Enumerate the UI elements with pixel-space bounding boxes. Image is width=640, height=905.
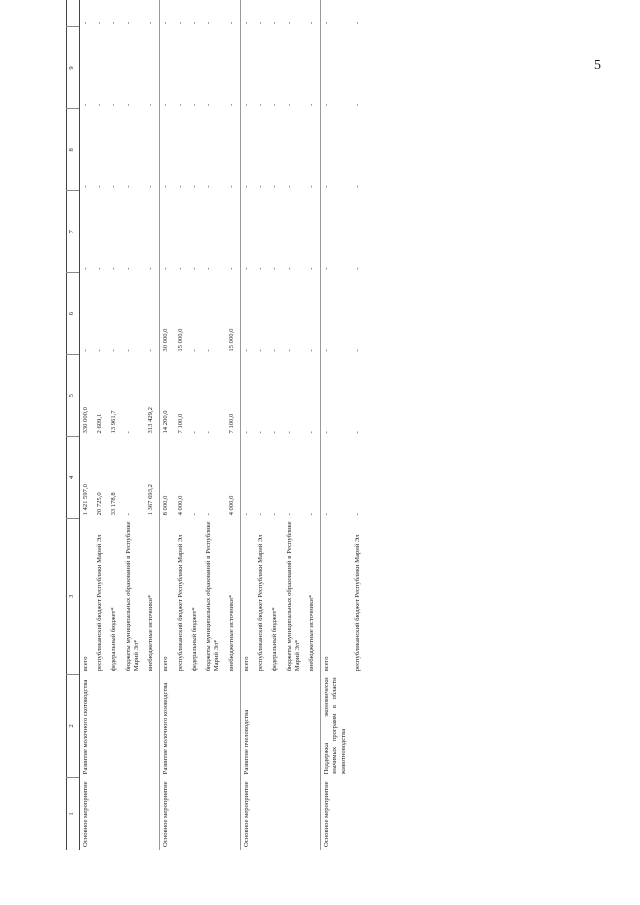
cell-amount: - xyxy=(124,185,132,188)
cell-funding-source: федеральный бюджет* xyxy=(190,607,198,672)
cell-amount: - xyxy=(110,103,118,106)
cell-amount: - xyxy=(257,431,265,434)
cell-amount: - xyxy=(147,103,155,106)
cell-amount: - xyxy=(257,267,265,270)
cell-amount: 33 178,8 xyxy=(110,492,118,516)
cell-amount: - xyxy=(240,437,255,519)
cell-amount: 4 000,0 xyxy=(176,495,184,516)
cell-amount: - xyxy=(160,0,175,27)
cell-amount: - xyxy=(124,267,132,270)
cell-amount: - xyxy=(190,349,198,352)
table-row xyxy=(284,0,306,850)
cell-amount: - xyxy=(240,355,255,437)
table-row xyxy=(203,0,225,850)
column-header: 6 xyxy=(67,273,80,355)
cell-amount: - xyxy=(257,513,265,516)
cell-activity-name: Поддержка экономически значимых программ в области животноводства xyxy=(321,674,352,777)
cell-amount: - xyxy=(307,349,315,352)
cell-amount: - xyxy=(285,513,293,516)
cell-amount: - xyxy=(307,103,315,106)
cell-amount: - xyxy=(240,109,255,191)
cell-amount: - xyxy=(353,185,361,188)
cell-activity-type: Основное мероприятие xyxy=(82,781,89,847)
cell-amount: - xyxy=(96,21,104,24)
cell-funding-source: всего xyxy=(240,518,255,674)
cell-amount: - xyxy=(307,185,315,188)
cell-amount: - xyxy=(271,349,279,352)
table-row xyxy=(226,0,241,850)
cell-amount: - xyxy=(257,349,265,352)
cell-amount: - xyxy=(82,349,89,352)
cell-funding-source: республиканский бюджет Республики Марий Эл xyxy=(353,534,361,672)
cell-amount: - xyxy=(321,355,352,437)
cell-amount: - xyxy=(227,21,235,24)
cell-amount: 13 961,7 xyxy=(110,410,118,434)
cell-amount: - xyxy=(257,185,265,188)
cell-amount: - xyxy=(285,349,293,352)
cell-amount: - xyxy=(205,513,213,516)
table-row xyxy=(255,0,269,850)
cell-amount: 30 000,0 xyxy=(160,273,175,355)
table-row xyxy=(321,0,352,850)
cell-activity-name xyxy=(306,674,321,777)
cell-amount: - xyxy=(353,349,361,352)
cell-amount: - xyxy=(240,0,255,27)
cell-amount: 15 000,0 xyxy=(227,328,235,352)
cell-funding-source: федеральный бюджет* xyxy=(110,607,118,672)
cell-activity-name xyxy=(269,674,283,777)
column-header: 5 xyxy=(67,355,80,437)
cell-amount: - xyxy=(190,21,198,24)
cell-amount: - xyxy=(321,437,352,519)
cell-amount: 7 100,0 xyxy=(176,413,184,434)
cell-amount: 8 000,0 xyxy=(160,437,175,519)
cell-activity-type xyxy=(108,777,122,850)
cell-amount: - xyxy=(176,103,184,106)
cell-amount: - xyxy=(160,109,175,191)
column-header: 4 xyxy=(67,437,80,519)
cell-amount: - xyxy=(307,21,315,24)
cell-amount: - xyxy=(227,185,235,188)
cell-amount: - xyxy=(271,267,279,270)
cell-activity-name xyxy=(189,674,203,777)
cell-amount: - xyxy=(96,267,104,270)
table-row xyxy=(189,0,203,850)
cell-amount: - xyxy=(190,103,198,106)
cell-activity-name: Развитие пчеловодства xyxy=(240,674,255,777)
cell-funding-source: всего xyxy=(160,518,175,674)
cell-activity-name xyxy=(352,674,366,777)
cell-funding-source: республиканский бюджет Республики Марий Эл xyxy=(176,534,184,672)
cell-activity-name xyxy=(203,674,225,777)
table-row xyxy=(175,0,189,850)
cell-amount: - xyxy=(240,273,255,355)
column-header: 9 xyxy=(67,27,80,109)
cell-amount: - xyxy=(110,185,118,188)
cell-amount: - xyxy=(285,21,293,24)
column-header: 7 xyxy=(67,191,80,273)
cell-amount: - xyxy=(147,21,155,24)
cell-activity-name xyxy=(123,674,145,777)
cell-amount: - xyxy=(82,103,89,106)
table-row xyxy=(160,0,175,850)
cell-amount: - xyxy=(124,431,132,434)
cell-funding-source: бюджеты муниципальных образований в Республике Марий Эл* xyxy=(124,521,140,672)
table-row xyxy=(94,0,108,850)
cell-amount: - xyxy=(321,191,352,273)
page-number: 5 xyxy=(594,58,601,73)
cell-amount: - xyxy=(205,349,213,352)
column-header: 1 xyxy=(67,777,80,850)
cell-activity-type xyxy=(226,777,241,850)
cell-amount: 1 421 597,0 xyxy=(82,484,89,516)
cell-amount: 313 429,2 xyxy=(147,407,155,434)
cell-activity-type xyxy=(145,777,160,850)
cell-funding-source: бюджеты муниципальных образований в Республике Марий Эл* xyxy=(285,521,301,672)
cell-amount: - xyxy=(124,103,132,106)
cell-amount: - xyxy=(353,431,361,434)
budget-table xyxy=(66,0,366,850)
cell-funding-source: всего xyxy=(321,518,352,674)
cell-amount: 20 725,0 xyxy=(96,492,104,516)
cell-amount: - xyxy=(147,349,155,352)
cell-amount: - xyxy=(205,185,213,188)
cell-activity-type xyxy=(352,777,366,850)
cell-amount: - xyxy=(257,103,265,106)
table-row xyxy=(352,0,366,850)
cell-amount: - xyxy=(110,349,118,352)
cell-amount: - xyxy=(240,191,255,273)
rotated-table-sheet xyxy=(66,0,546,850)
cell-amount: - xyxy=(96,103,104,106)
cell-amount: - xyxy=(271,103,279,106)
cell-activity-name xyxy=(94,674,108,777)
cell-activity-type xyxy=(306,777,321,850)
cell-amount: - xyxy=(176,185,184,188)
cell-activity-type xyxy=(203,777,225,850)
column-header xyxy=(67,0,80,27)
cell-amount: - xyxy=(321,27,352,109)
cell-amount: - xyxy=(285,185,293,188)
cell-amount: - xyxy=(271,431,279,434)
cell-funding-source: федеральный бюджет* xyxy=(271,607,279,672)
cell-amount: - xyxy=(96,185,104,188)
table-row xyxy=(240,0,255,850)
cell-amount: - xyxy=(353,21,361,24)
cell-amount: - xyxy=(147,185,155,188)
cell-amount: - xyxy=(147,267,155,270)
cell-amount: - xyxy=(307,513,315,516)
cell-amount: 2 609,1 xyxy=(96,413,104,434)
cell-amount: - xyxy=(82,267,89,270)
cell-amount: - xyxy=(353,513,361,516)
cell-amount: - xyxy=(307,267,315,270)
cell-amount: 14 200,0 xyxy=(160,355,175,437)
cell-amount: - xyxy=(110,267,118,270)
cell-activity-type: Основное мероприятие xyxy=(321,777,352,850)
table-header-row xyxy=(67,0,80,850)
cell-amount: - xyxy=(205,267,213,270)
cell-amount: - xyxy=(190,431,198,434)
cell-amount: - xyxy=(82,185,89,188)
table-row xyxy=(123,0,145,850)
cell-funding-source: внебюджетные источники* xyxy=(307,594,315,672)
cell-funding-source: внебюджетные источники* xyxy=(147,594,155,672)
cell-activity-name xyxy=(255,674,269,777)
cell-activity-name: Развитие молочного скотоводства xyxy=(82,679,89,775)
table-row xyxy=(80,0,95,850)
cell-amount: - xyxy=(190,267,198,270)
cell-activity-name xyxy=(175,674,189,777)
cell-amount: - xyxy=(353,103,361,106)
cell-funding-source: внебюджетные источники* xyxy=(227,594,235,672)
cell-amount: - xyxy=(285,267,293,270)
cell-amount: - xyxy=(96,349,104,352)
table-row xyxy=(306,0,321,850)
cell-amount: - xyxy=(227,103,235,106)
cell-amount: - xyxy=(205,431,213,434)
cell-amount: - xyxy=(285,431,293,434)
cell-funding-source: всего xyxy=(82,656,89,672)
cell-amount: - xyxy=(285,103,293,106)
cell-activity-type: Основное мероприятие xyxy=(160,777,175,850)
cell-activity-name xyxy=(284,674,306,777)
cell-amount: - xyxy=(124,21,132,24)
cell-amount: - xyxy=(205,103,213,106)
cell-amount: - xyxy=(124,513,132,516)
cell-activity-type xyxy=(189,777,203,850)
cell-amount: - xyxy=(110,21,118,24)
cell-amount: - xyxy=(271,513,279,516)
cell-funding-source: бюджеты муниципальных образований в Республике Марий Эл* xyxy=(205,521,221,672)
cell-activity-type: Основное мероприятие xyxy=(240,777,255,850)
column-header: 8 xyxy=(67,109,80,191)
cell-amount: - xyxy=(82,21,89,24)
cell-amount: - xyxy=(227,267,235,270)
cell-activity-type xyxy=(284,777,306,850)
cell-amount: 1 367 693,2 xyxy=(147,484,155,516)
cell-activity-type xyxy=(269,777,283,850)
cell-activity-type xyxy=(255,777,269,850)
cell-activity-name xyxy=(108,674,122,777)
cell-amount: - xyxy=(176,267,184,270)
cell-amount: - xyxy=(190,513,198,516)
column-header: 2 xyxy=(67,674,80,777)
cell-amount: 15 000,0 xyxy=(176,328,184,352)
cell-activity-name xyxy=(145,674,160,777)
cell-amount: - xyxy=(240,27,255,109)
cell-amount: 4 000,0 xyxy=(227,495,235,516)
table-row xyxy=(108,0,122,850)
cell-amount: - xyxy=(321,273,352,355)
cell-activity-type xyxy=(94,777,108,850)
cell-amount: - xyxy=(160,27,175,109)
cell-activity-type xyxy=(175,777,189,850)
cell-amount: 7 100,0 xyxy=(227,413,235,434)
cell-amount: - xyxy=(124,349,132,352)
cell-funding-source: республиканский бюджет Республики Марий Эл xyxy=(96,534,104,672)
cell-amount: - xyxy=(307,431,315,434)
cell-activity-type xyxy=(123,777,145,850)
cell-amount: - xyxy=(321,0,352,27)
cell-amount: - xyxy=(321,109,352,191)
cell-amount: - xyxy=(160,191,175,273)
table-row xyxy=(269,0,283,850)
table-row xyxy=(145,0,160,850)
cell-amount: - xyxy=(271,21,279,24)
cell-amount: - xyxy=(176,21,184,24)
cell-amount: - xyxy=(205,21,213,24)
cell-amount: - xyxy=(353,267,361,270)
table-body xyxy=(80,0,367,850)
cell-funding-source: республиканский бюджет Республики Марий Эл xyxy=(257,534,265,672)
cell-activity-name xyxy=(226,674,241,777)
cell-amount: - xyxy=(271,185,279,188)
cell-amount: - xyxy=(257,21,265,24)
cell-amount: 330 000,0 xyxy=(82,407,89,434)
column-header: 3 xyxy=(67,518,80,674)
cell-amount: - xyxy=(190,185,198,188)
cell-activity-name: Развитие молочного козоводства xyxy=(160,674,175,777)
